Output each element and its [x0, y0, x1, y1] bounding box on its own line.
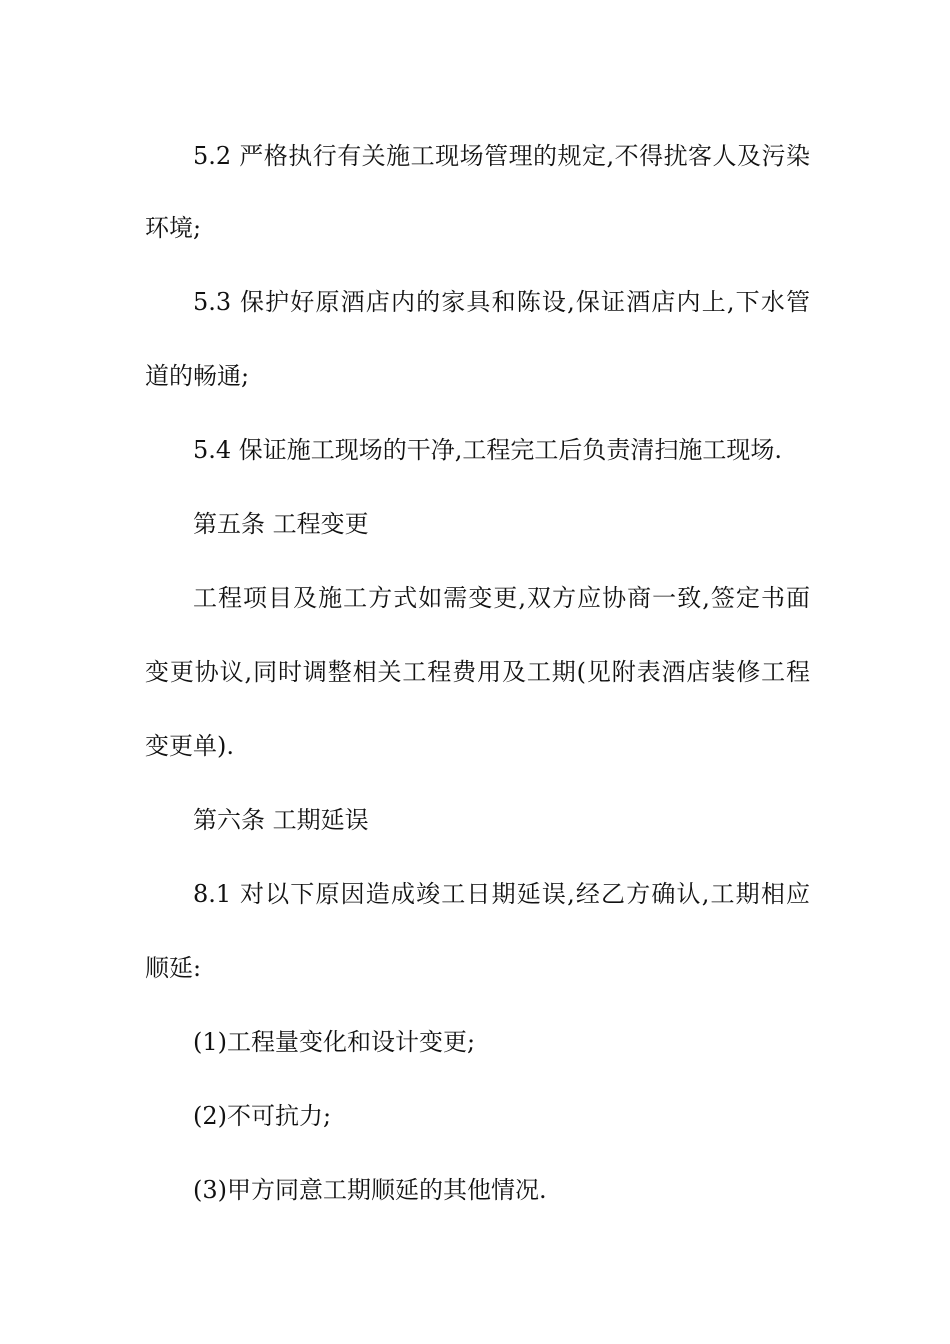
clause-5-3-line-1: 5.3 保护好原酒店内的家具和陈设,保证酒店内上,下水管	[193, 288, 810, 316]
clause-5-2-line-1: 5.2 严格执行有关施工现场管理的规定,不得扰客人及污染	[193, 142, 810, 170]
article-5-heading: 第五条 工程变更	[193, 510, 369, 538]
article-5-body-line-3: 变更单).	[145, 732, 234, 760]
clause-8-1-line-2: 顺延:	[145, 954, 202, 982]
article-5-body-line-1: 工程项目及施工方式如需变更,双方应协商一致,签定书面	[193, 584, 810, 612]
clause-8-1-line-1: 8.1 对以下原因造成竣工日期延误,经乙方确认,工期相应	[193, 880, 810, 908]
article-6-heading: 第六条 工期延误	[193, 806, 369, 834]
list-item-2: (2)不可抗力;	[193, 1102, 332, 1130]
clause-5-4-line: 5.4 保证施工现场的干净,工程完工后负责清扫施工现场.	[193, 436, 783, 464]
clause-5-2-line-2: 环境;	[145, 214, 202, 242]
article-5-body-line-2: 变更协议,同时调整相关工程费用及工期(见附表酒店装修工程	[145, 658, 810, 686]
list-item-1: (1)工程量变化和设计变更;	[193, 1028, 476, 1056]
clause-5-3-line-2: 道的畅通;	[145, 362, 250, 390]
list-item-3: (3)甲方同意工期顺延的其他情况.	[193, 1176, 547, 1204]
